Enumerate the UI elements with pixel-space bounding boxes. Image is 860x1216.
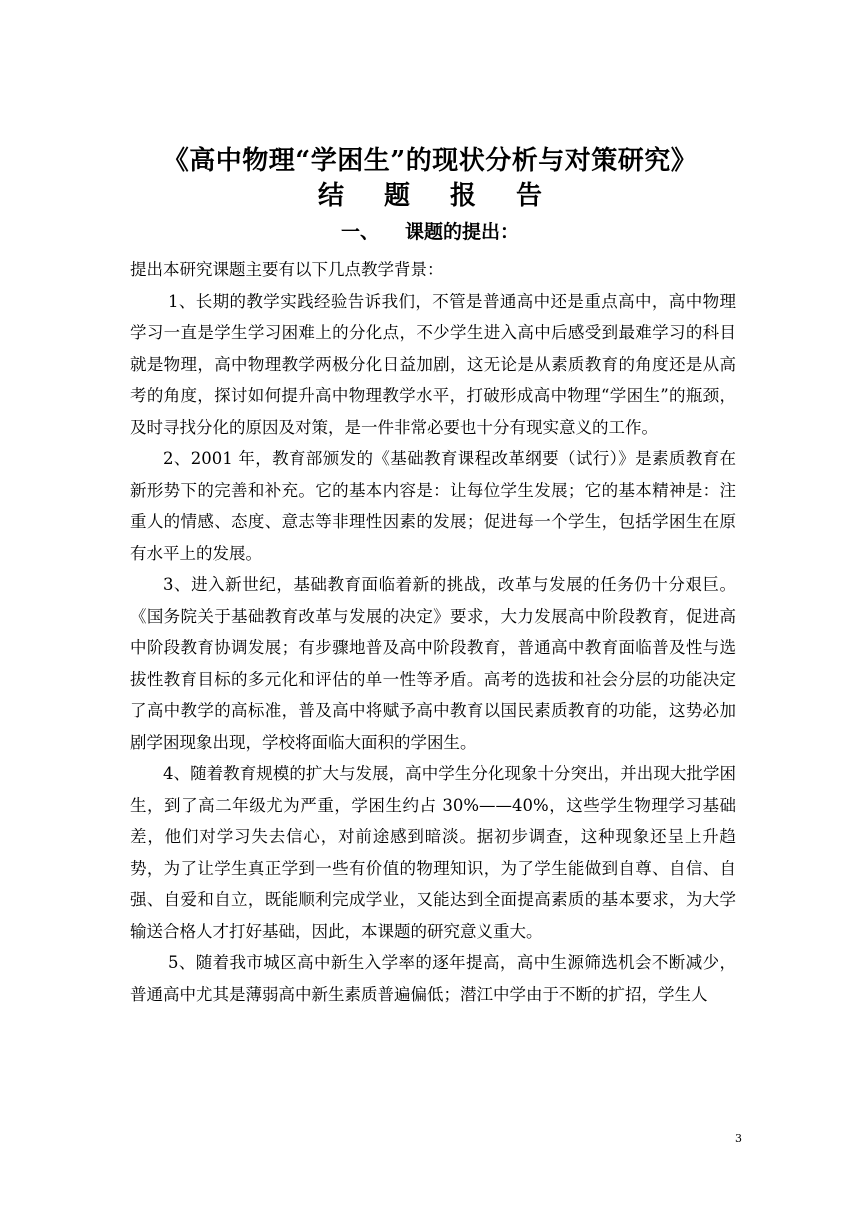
- paragraph-4: 4、随着教育规模的扩大与发展，高中学生分化现象十分突出，并出现大批学困生，到了高二年级尤为严重，学困生约占 30%——40%，这些学生物理学习基础差，他们对学习失去信心，对前途感到暗淡。据初步调查，这种现象还呈上升趋势，为了让学生真正学到一些有价值的物理知识，为了学生能做到自尊、自信、自强、自爱和自立，既能顺利完成学业，又能达到全面提高素质的基本要求，为大学输送合格人才打好基础，因此，本课题的研究意义重大。: [130, 764, 736, 941]
- paragraph-5: 5、随着我市城区高中新生入学率的逐年提高，高中生源筛选机会不断减少，普通高中尤其是薄弱高中新生素质普遍偏低；潜江中学由于不断的扩招，学生人: [130, 953, 736, 1004]
- page-number: 3: [735, 1132, 742, 1145]
- section-number: 一、: [340, 221, 379, 243]
- paragraph-3: 3、进入新世纪，基础教育面临着新的挑战，改革与发展的任务仍十分艰巨。《国务院关于基础教育改革与发展的决定》要求，大力发展高中阶段教育，促进高中阶段教育协调发展；有步骤地普及高中阶段教育，普通高中教育面临普及性与选拔性教育目标的多元化和评估的单一性等矛盾。高考的选拔和社会分层的功能决定了高中教学的高标准，普及高中将赋予高中教育以国民素质教育的功能，这势必加剧学困现象出现，学校将面临大面积的学困生。: [130, 575, 736, 752]
- document-subtitle: 结题报告: [317, 181, 582, 211]
- document-body: [130, 254, 736, 1010]
- document-title: 《高中物理“学困生”的现状分析与对策研究》: [162, 146, 698, 176]
- section-heading: [0, 219, 860, 245]
- paragraph-2: 2、2001 年，教育部颁发的《基础教育课程改革纲要（试行）》是素质教育在新形势下的完善和补充。它的基本内容是：让每位学生发展；它的基本精神是：注重人的情感、态度、意志等非理性因素的发展；促进每一个学生，包括学困生在原有水平上的发展。: [130, 449, 736, 563]
- section-title: 课题的提出：: [405, 221, 520, 243]
- paragraph-1: 1、长期的教学实践经验告诉我们，不管是普通高中还是重点高中，高中物理学习一直是学生学习困难上的分化点，不少学生进入高中后感受到最难学习的科目就是物理，高中物理教学两极分化日益加剧，这无论是从素质教育的角度还是从高考的角度，探讨如何提升高中物理教学水平，打破形成高中物理“学困生”的瓶颈，及时寻找分化的原因及对策，是一件非常必要也十分有现实意义的工作。: [130, 291, 736, 437]
- intro-paragraph: 提出本研究课题主要有以下几点教学背景：: [130, 260, 444, 279]
